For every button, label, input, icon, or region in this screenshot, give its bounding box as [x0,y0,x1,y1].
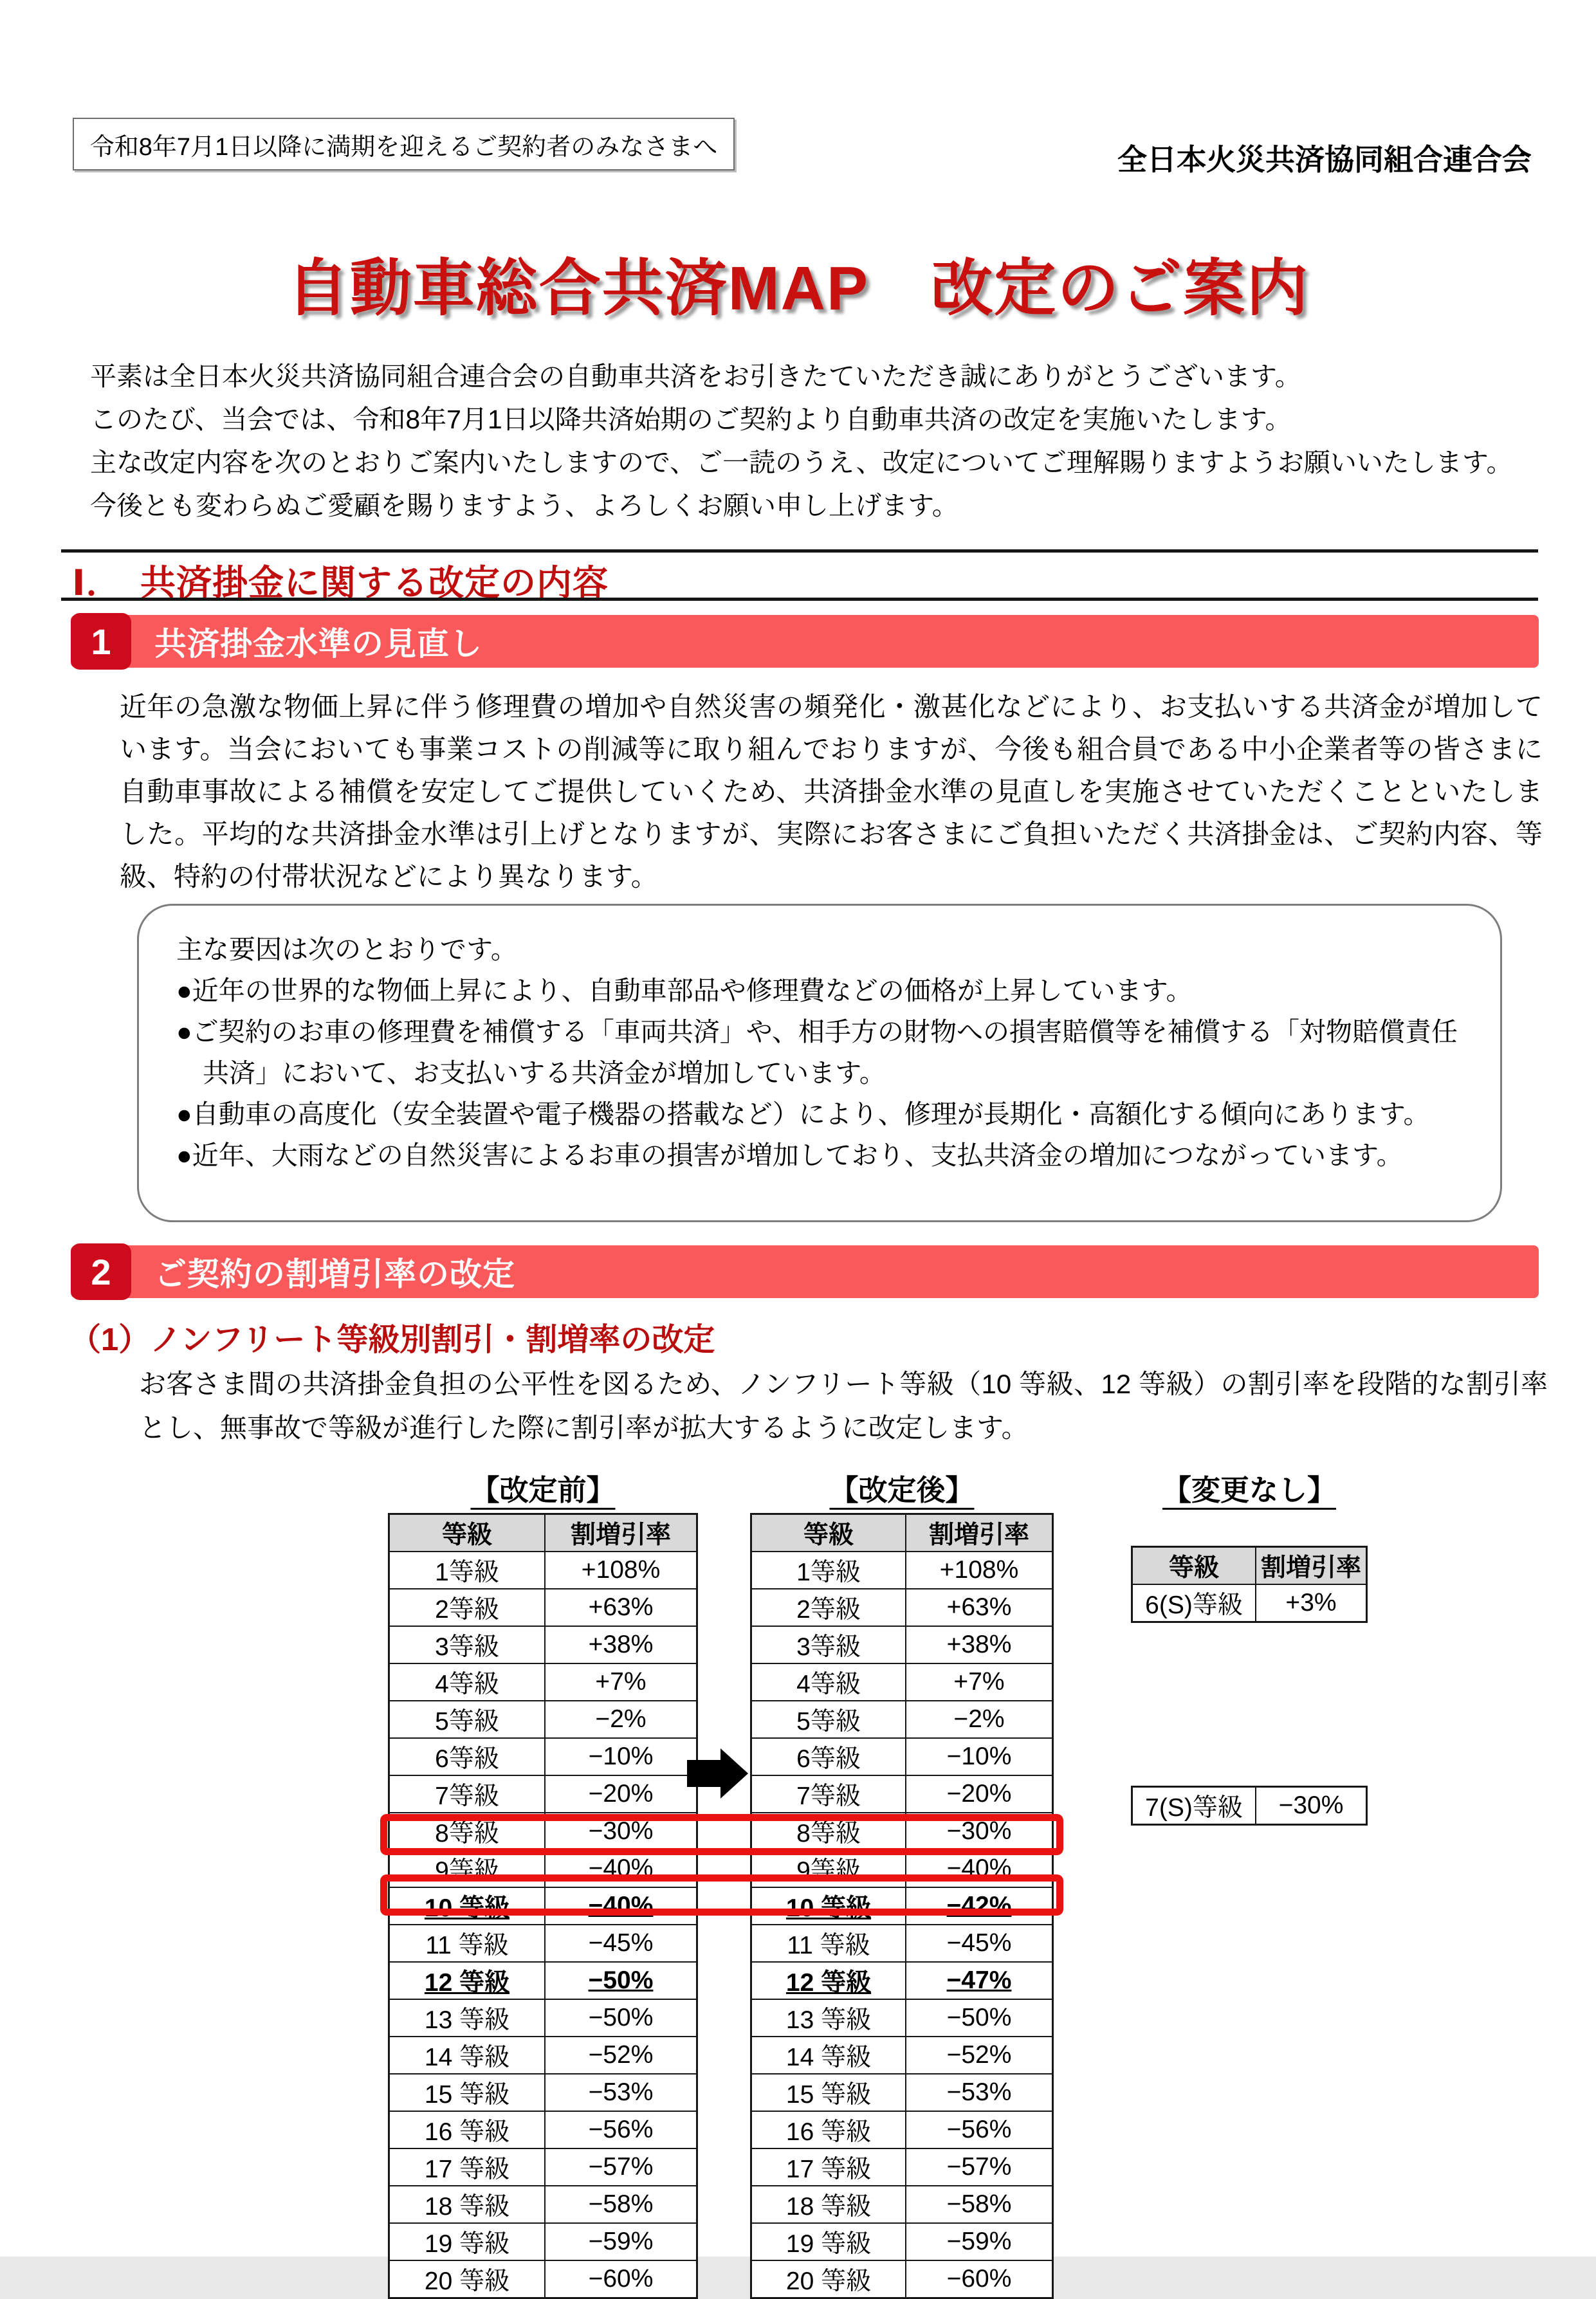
intro-paragraphs [90,355,1570,527]
factor-bullet: ●近年、大雨などの自然災害によるお車の損害が増加しており、支払共済金の増加につながっています。 [176,1140,1403,1170]
section1-heading: Ⅰ． 共済掛金に関する改定の内容 [72,563,609,603]
banner-number-badge: 2 [71,1243,131,1300]
audience-note-text: 令和8年7月1日以降に満期を迎えるご契約者のみなさまへ [89,133,718,161]
grade-grade-cell: 20 等級 [752,2261,906,2297]
rate-column-header: 割増引率 [546,1515,696,1552]
factor-bullet: ●自動車の高度化（安全装置や電子機器の搭載など）により、修理が長期化・高額化する傾向にあります。 [176,1099,1430,1129]
grade-grade-cell: 15 等級 [752,2075,906,2112]
header-row [752,1515,1052,1552]
grade-row [390,2112,696,2149]
grade-row [390,2224,696,2261]
grade-grade-cell: 15 等級 [390,2075,546,2112]
banner-premium-review [71,615,1539,668]
grade-grade-cell: 19 等級 [390,2224,546,2261]
grade-grade-cell: 3等級 [752,1627,906,1664]
grade-row [752,1589,1052,1627]
grade-grade-cell: 16 等級 [390,2112,546,2149]
grade-row [752,2000,1052,2037]
grade-rate-cell: +108% [906,1552,1052,1589]
grade-rate-cell: −56% [546,2112,696,2149]
section2-sub-heading: （1）ノンフリート等級別割引・割増率の改定 [69,1323,715,1357]
grade-row [752,1925,1052,1963]
grade-rate-cell: +38% [546,1627,696,1664]
grade-row [752,1627,1052,1664]
grade-rate-cell: −20% [546,1776,696,1813]
grade-row [390,1813,696,1851]
grade-row [752,2186,1052,2224]
rate-column-header: 割増引率 [906,1515,1052,1552]
grade-grade-cell: 6(S)等級 [1133,1585,1256,1621]
audience-note-box [73,118,735,170]
section1-body: 近年の急激な物価上昇に伴う修理費の増加や自然災害の頻発化・激甚化などにより、お支払いする共済金が増加しています。当会においても事業コストの削減等に取り組んでおりますが、今後も組合員である中小企業者等の皆さまに自動車事故による補償を安定してご提供していくため、共済掛金水準の見直しを実施させていただくことといたしました。平均的な共済掛金水準は引上げとなりますが、実際にお客さまにご負担いただく共済掛金は、ご契約内容、等級、特約の付帯状況などにより異なります。 [120,692,1543,892]
grade-rate-cell: −47% [906,1963,1052,2000]
grade-grade-cell: 10 等級 [752,1888,906,1925]
grade-row [752,1739,1052,1776]
grade-rate-cell: −58% [546,2186,696,2224]
caption-unchanged [1131,1467,1368,1508]
grade-grade-cell: 4等級 [752,1664,906,1701]
intro-line: 主な改定内容を次のとおりご案内いたしますので、ご一読のうえ、改定についてご理解賜りますようお願いいたします。 [90,448,1513,477]
grade-row [390,1888,696,1925]
grade-rate-cell: −50% [906,2000,1052,2037]
banner-label: ご契約の割増引率の改定 [154,1256,515,1292]
caption-after-text: 【改定後】 [829,1474,975,1507]
grade-row [390,1851,696,1888]
factor-bullet: ●ご契約のお車の修理費を補償する「車両共済」や、相手方の財物への損害賠償等を補償する「対物賠償責任共済」において、お支払いする共済金が増加しています。 [176,1017,1458,1088]
grade-grade-cell: 7等級 [752,1776,906,1813]
grade-row [752,2149,1052,2186]
grade-row [390,1963,696,2000]
grade-grade-cell: 19 等級 [752,2224,906,2261]
right-arrow-icon [687,1745,748,1802]
grade-grade-cell: 16 等級 [752,2112,906,2149]
grade-rate-cell: −52% [906,2037,1052,2075]
grade-grade-cell: 6等級 [390,1739,546,1776]
grade-rate-cell: −2% [906,1701,1052,1739]
grade-grade-cell: 8等級 [390,1813,546,1851]
grade-rate-cell: −60% [588,2265,654,2293]
grade-row [390,1776,696,1813]
grade-rate-cell: +108% [546,1552,696,1589]
grade-rate-cell: +3% [1285,1589,1337,1617]
grade-row [390,2037,696,2075]
intro-line: このたび、当会では、令和8年7月1日以降共済始期のご契約より自動車共済の改定を実施いたします。 [90,405,1292,434]
grade-rate-cell: −53% [546,2075,696,2112]
grade-rate-cell: −30% [1278,1791,1344,1819]
caption-unchanged-text: 【変更なし】 [1162,1474,1336,1507]
grade-row [390,1552,696,1589]
grade-table-unchanged-upper [1131,1546,1368,1623]
grade-row [390,2075,696,2112]
grade-grade-cell: 5等級 [390,1701,546,1739]
banner-label: 共済掛金水準の見直し [154,626,482,662]
document-title: 自動車総合共済MAP 改定のご案内 [286,254,1310,323]
grade-rate-cell: −2% [546,1701,696,1739]
grade-rate-cell: −56% [906,2112,1052,2149]
rate-column-header: 割増引率 [1256,1548,1366,1585]
grade-row [390,1589,696,1627]
grade-grade-cell: 13 等級 [752,2000,906,2037]
grade-rate-cell: −40% [906,1851,1052,1888]
grade-rate-cell: −53% [906,2075,1052,2112]
grade-rate-cell: −58% [906,2186,1052,2224]
factors-box [137,904,1502,1222]
grade-row [752,2112,1052,2149]
grade-grade-cell: 9等級 [390,1851,546,1888]
grade-grade-cell: 3等級 [390,1627,546,1664]
grade-rate-cell: −59% [546,2224,696,2261]
grade-row [390,1739,696,1776]
grade-row [752,1813,1052,1851]
grade-row [390,1701,696,1739]
grade-rate-cell: −40% [546,1851,696,1888]
grade-rate-cell: −52% [546,2037,696,2075]
grade-grade-cell: 7(S)等級 [1133,1788,1256,1824]
grade-grade-cell: 2等級 [390,1589,546,1627]
grade-grade-cell: 9等級 [752,1851,906,1888]
grade-grade-cell: 1等級 [752,1552,906,1589]
grade-column-header: 等級 [1133,1548,1256,1585]
grade-row [752,2075,1052,2112]
grade-row [390,2186,696,2224]
caption-before [388,1467,698,1508]
grade-grade-cell: 11 等級 [752,1925,906,1963]
grade-row [390,2149,696,2186]
grade-rate-cell: −30% [546,1813,696,1851]
intro-line: 平素は全日本火災共済協同組合連合会の自動車共済をお引きたていただき誠にありがとうございます。 [90,362,1301,391]
grade-row [752,1963,1052,2000]
banner-number-badge: 1 [71,613,131,670]
organization-name: 全日本火災共済協同組合連合会 [1117,143,1532,176]
grade-row [390,2000,696,2037]
grade-rate-cell: −59% [906,2224,1052,2261]
horizontal-rule [61,598,1538,601]
grade-row [752,1701,1052,1739]
grade-row [1133,1585,1366,1621]
grade-grade-cell: 12 等級 [752,1963,906,2000]
grade-grade-cell: 12 等級 [390,1963,546,2000]
grade-rate-cell: −57% [546,2149,696,2186]
factors-intro: 主な要因は次のとおりです。 [176,935,517,964]
grade-grade-cell: 18 等級 [752,2186,906,2224]
grade-rate-cell: −57% [906,2149,1052,2186]
grade-row [752,1888,1052,1925]
grade-grade-cell: 4等級 [390,1664,546,1701]
grade-rate-cell: +38% [906,1627,1052,1664]
grade-rate-cell: −60% [946,2265,1012,2293]
grade-row [752,2037,1052,2075]
intro-line: 今後とも変わらぬご愛顧を賜りますよう、よろしくお願い申し上げます。 [90,491,959,520]
grade-table-unchanged-lower [1131,1786,1368,1826]
header-row [1133,1548,1366,1585]
grade-grade-cell: 8等級 [752,1813,906,1851]
grade-row [752,1664,1052,1701]
grade-grade-cell: 7等級 [390,1776,546,1813]
grade-row [752,2224,1052,2261]
grade-row [752,2261,1052,2297]
grade-rate-cell: −50% [546,1963,696,2000]
grade-rate-cell: −45% [546,1925,696,1963]
section2-body: お客さま間の共済掛金負担の公平性を図るため、ノンフリート等級（10 等級、12 等級）の割引率を段階的な割引率とし、無事故で等級が進行した際に割引率が拡大するように改定します。 [139,1369,1548,1443]
grade-grade-cell: 2等級 [752,1589,906,1627]
factor-bullet: ●近年の世界的な物価上昇により、自動車部品や修理費などの価格が上昇しています。 [176,976,1193,1005]
grade-grade-cell: 6等級 [752,1739,906,1776]
grade-row [390,1627,696,1664]
grade-rate-cell: −10% [906,1739,1052,1776]
grade-grade-cell: 17 等級 [390,2149,546,2186]
grade-grade-cell: 14 等級 [752,2037,906,2075]
grade-grade-cell: 13 等級 [390,2000,546,2037]
grade-row [752,1552,1052,1589]
grade-grade-cell: 20 等級 [390,2261,546,2297]
grade-rate-cell: −42% [906,1888,1052,1925]
grade-row [752,1776,1052,1813]
grade-grade-cell: 1等級 [390,1552,546,1589]
grade-row [1133,1788,1366,1824]
grade-row [390,1664,696,1701]
caption-after [750,1467,1054,1508]
grade-rate-cell: −45% [906,1925,1052,1963]
grade-grade-cell: 10 等級 [390,1888,546,1925]
grade-rate-cell: +63% [906,1589,1052,1627]
grade-grade-cell: 11 等級 [390,1925,546,1963]
grade-table-before [388,1513,698,2299]
grade-grade-cell: 14 等級 [390,2037,546,2075]
grade-grade-cell: 5等級 [752,1701,906,1739]
grade-row [752,1851,1052,1888]
grade-row [390,2261,696,2297]
grade-grade-cell: 18 等級 [390,2186,546,2224]
grade-rate-cell: +7% [906,1664,1052,1701]
horizontal-rule [61,549,1538,553]
grade-table-after [750,1513,1054,2299]
grade-rate-cell: −20% [906,1776,1052,1813]
grade-rate-cell: −40% [546,1888,696,1925]
header-row [390,1515,696,1552]
grade-rate-cell: +63% [546,1589,696,1627]
grade-rate-cell: −50% [546,2000,696,2037]
grade-rate-cell: +7% [546,1664,696,1701]
grade-rate-cell: −10% [546,1739,696,1776]
banner-rate-revision [71,1245,1539,1298]
grade-grade-cell: 17 等級 [752,2149,906,2186]
caption-before-text: 【改定前】 [470,1474,616,1507]
grade-row [390,1925,696,1963]
grade-rate-cell: −30% [906,1813,1052,1851]
grade-column-header: 等級 [752,1515,906,1552]
grade-column-header: 等級 [390,1515,546,1552]
